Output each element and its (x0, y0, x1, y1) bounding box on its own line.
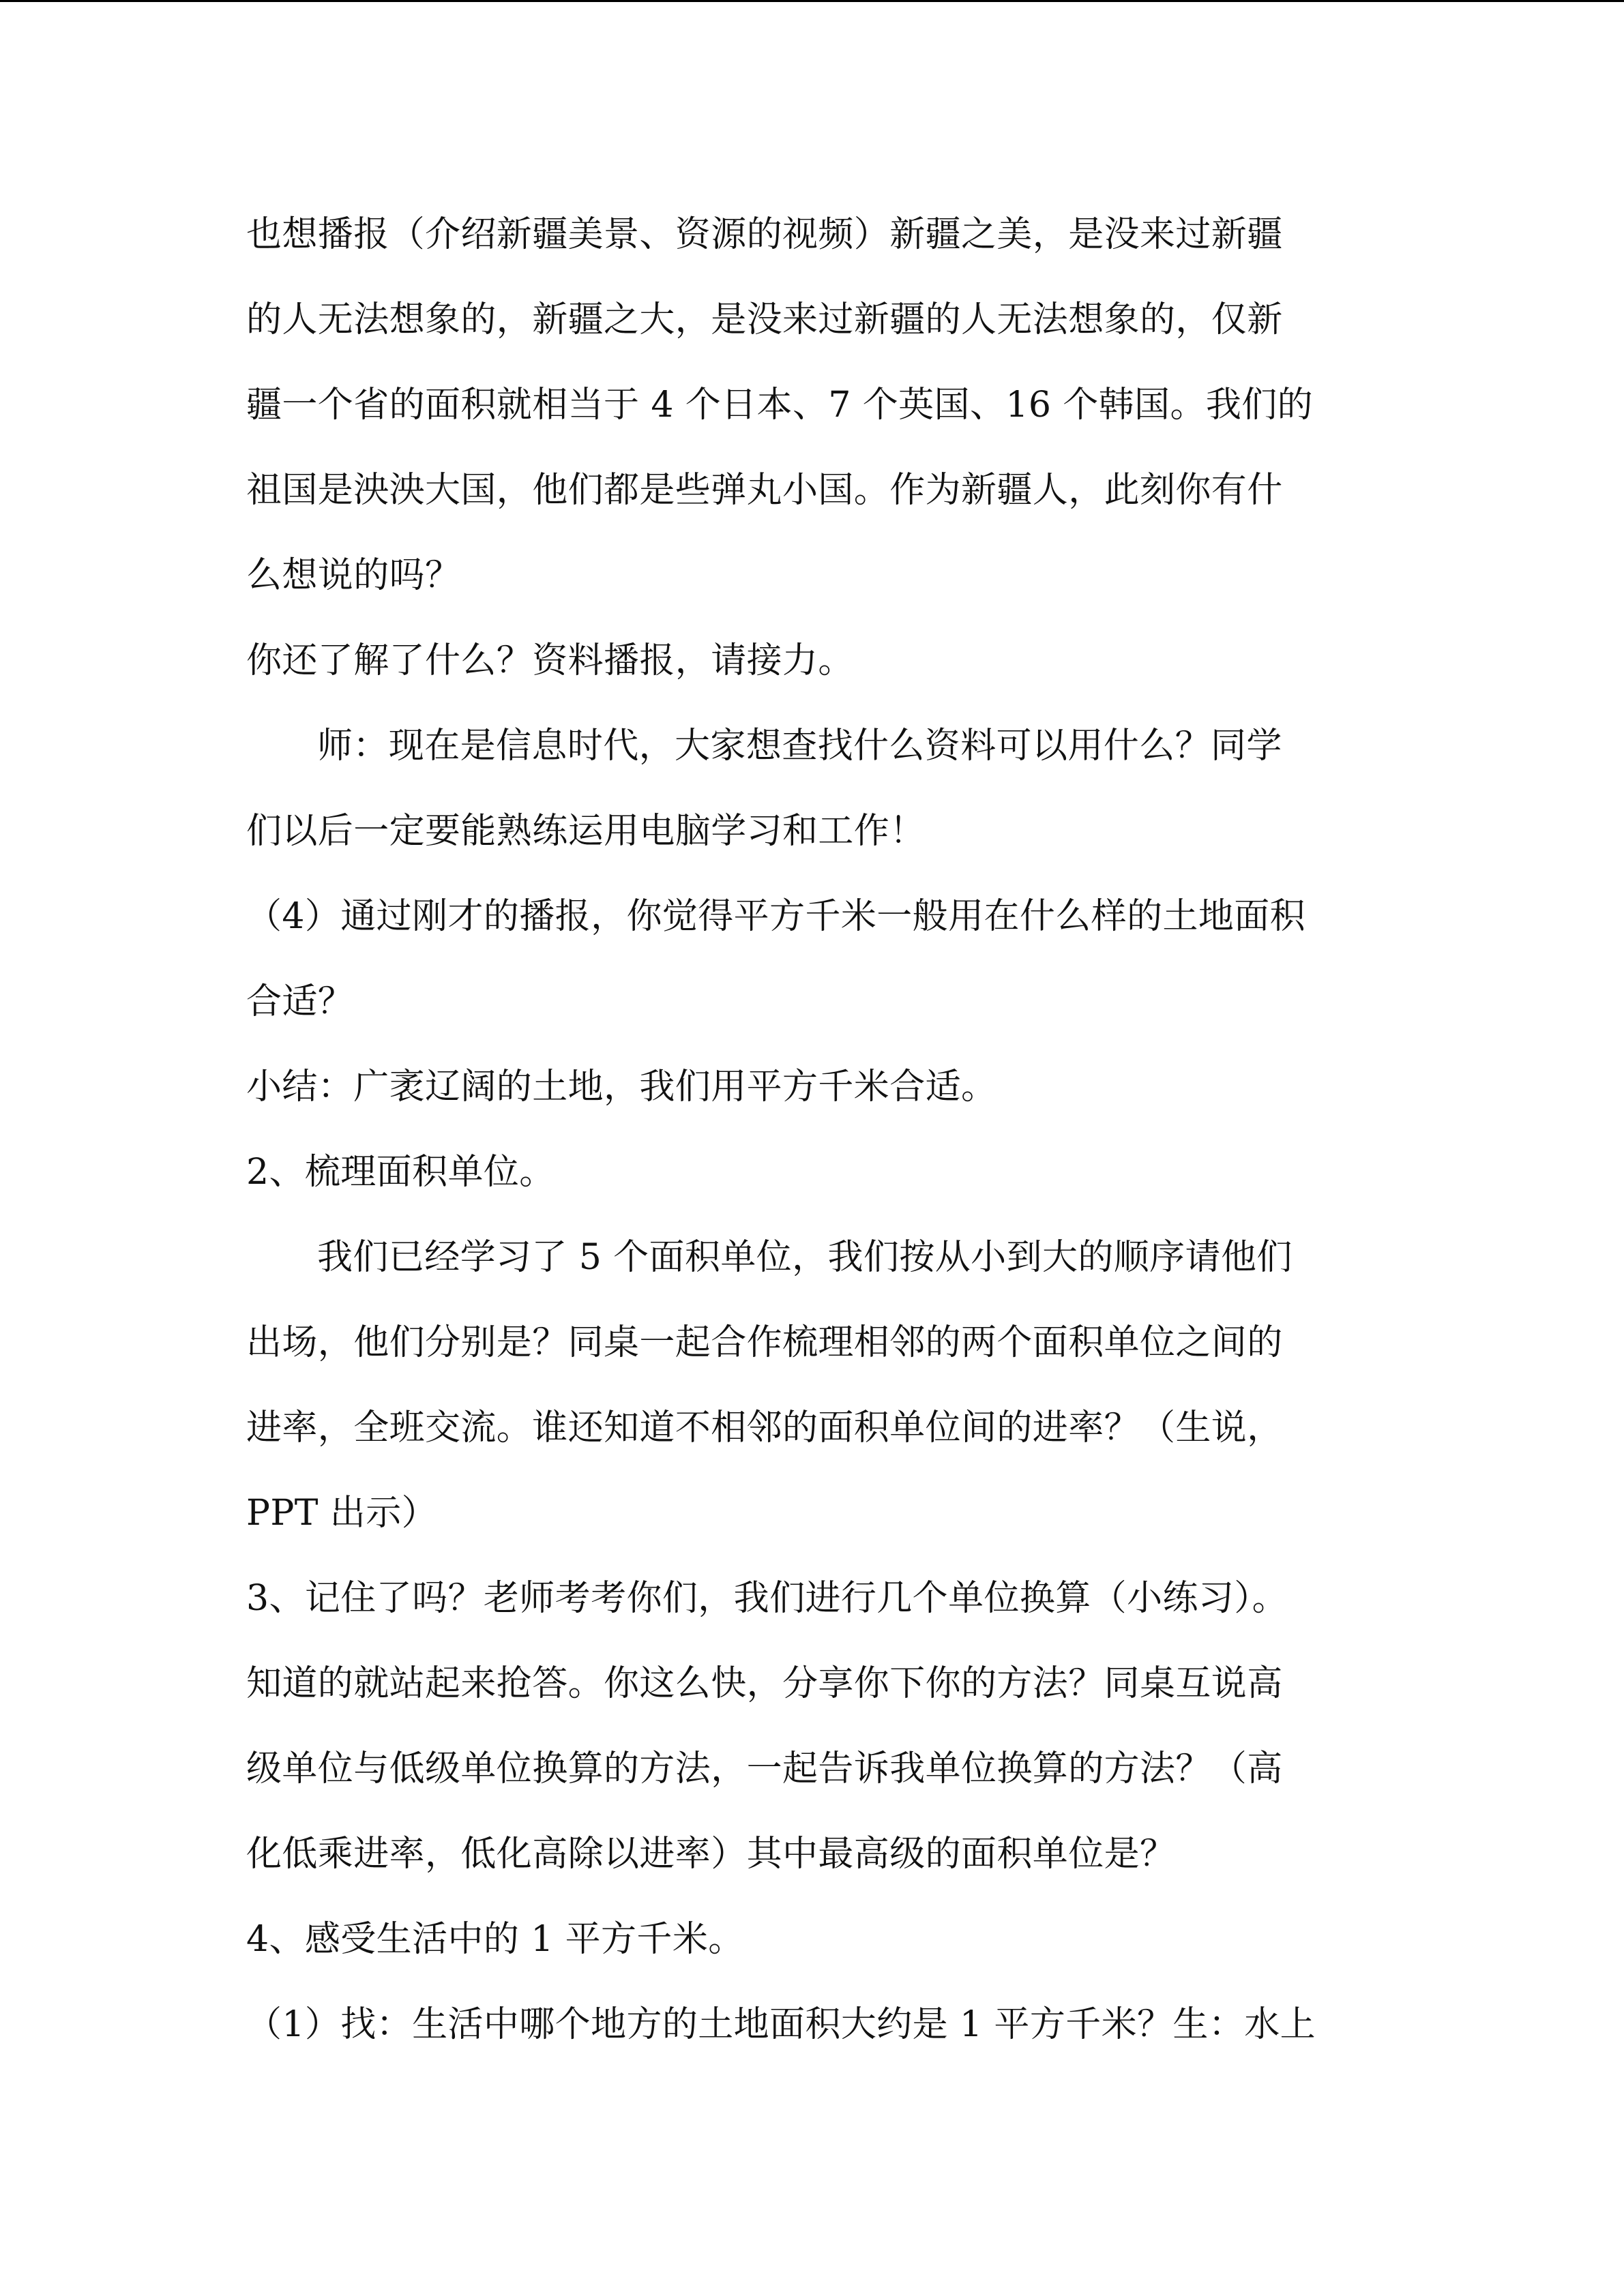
paragraph-line: PPT 出示） (246, 1493, 437, 1534)
paragraph-line: 的人无法想象的，新疆之大，是没来过新疆的人无法想象的，仅新 (246, 299, 1283, 340)
paragraph-line: 么想说的吗？ (246, 555, 461, 596)
paragraph-line: 进率，全班交流。谁还知道不相邻的面积单位间的进率？（生说， (246, 1407, 1283, 1448)
page-top-border (0, 0, 1624, 2)
section-heading: 3、记住了吗？老师考考你们，我们进行几个单位换算（小练习）。 (246, 1578, 1288, 1619)
paragraph-line: 级单位与低级单位换算的方法，一起告诉我单位换算的方法？（高 (246, 1748, 1283, 1789)
paragraph-line: 知道的就站起来抢答。你这么快，分享你下你的方法？同桌互说高 (246, 1663, 1283, 1704)
paragraph-line: 祖国是泱泱大国，他们都是些弹丸小国。作为新疆人，此刻你有什 (246, 470, 1283, 511)
section-heading: 2、梳理面积单位。 (246, 1152, 555, 1193)
paragraph-line: 我们已经学习了 5 个面积单位，我们按从小到大的顺序请他们 (317, 1237, 1293, 1278)
paragraph-line: 疆一个省的面积就相当于 4 个日本、7 个英国、16 个韩国。我们的 (246, 385, 1314, 426)
paragraph-line: 们以后一定要能熟练运用电脑学习和工作！ (246, 811, 926, 852)
section-heading: 4、感受生活中的 1 平方千米。 (246, 1919, 744, 1960)
paragraph-line: 出场，他们分别是？同桌一起合作梳理相邻的两个面积单位之间的 (246, 1322, 1283, 1363)
paragraph-line: 合适？ (246, 981, 354, 1022)
paragraph-line: 也想播报（介绍新疆美景、资源的视频）新疆之美，是没来过新疆 (246, 214, 1283, 255)
paragraph-line: 小结：广袤辽阔的土地，我们用平方千米合适。 (246, 1067, 997, 1107)
paragraph-line: 师：现在是信息时代，大家想查找什么资料可以用什么？同学 (317, 726, 1282, 766)
paragraph-line: 化低乘进率，低化高除以进率）其中最高级的面积单位是？ (246, 1834, 1176, 1875)
paragraph-line: 你还了解了什么？资料播报，请接力。 (246, 640, 854, 681)
paragraph-line: （1）找：生活中哪个地方的土地面积大约是 1 平方千米？生：水上 (246, 2004, 1316, 2045)
paragraph-line: （4）通过刚才的播报，你觉得平方千米一般用在什么样的土地面积 (246, 896, 1306, 937)
